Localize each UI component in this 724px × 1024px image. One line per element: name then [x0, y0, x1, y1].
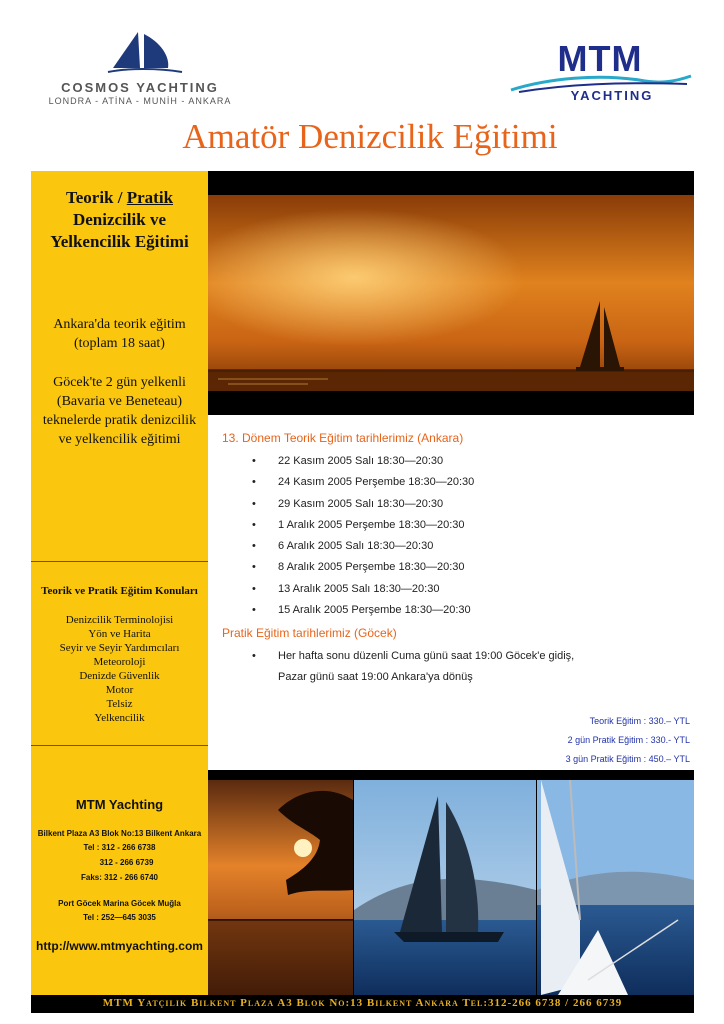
practice-dates-list — [252, 650, 574, 671]
price-theory: Teorik Eğitim : 330.– YTL — [589, 716, 690, 726]
topic-item: Yelkencilik — [94, 712, 145, 724]
heading-practice: Pratik — [126, 188, 174, 207]
page-title: Amatör Denizcilik Eğitimi — [182, 117, 558, 156]
practice-schedule-title: Pratik Eğitim tarihlerimiz (Göcek) — [222, 626, 397, 640]
company-address: Bilkent Plaza A3 Blok No:13 Bilkent Ankara — [37, 829, 202, 838]
date-item: • 29 Kasım 2005 Salı 18:30—20:30 — [252, 498, 474, 519]
sidebar-divider — [31, 561, 208, 562]
date-item: • 1 Aralık 2005 Perşembe 18:30—20:30 — [252, 519, 474, 540]
sidebar-divider — [31, 745, 208, 746]
mtm-yachting-logo — [505, 38, 695, 108]
heading-theory: Teorik / — [65, 188, 127, 207]
date-item: • 22 Kasım 2005 Salı 18:30—20:30 — [252, 455, 474, 476]
topic-item: Seyir ve Seyir Yardımcıları — [59, 642, 180, 654]
topics-list — [31, 613, 208, 725]
date-item: • 24 Kasım 2005 Perşembe 18:30—20:30 — [252, 476, 474, 497]
heading-line3: Yelkencilik Eğitimi — [50, 232, 189, 251]
topic-item: Meteoroloji — [93, 656, 146, 668]
topic-item: Denizcilik Terminolojisi — [65, 614, 174, 626]
mtm-logo-subtitle: YACHTING — [570, 88, 654, 103]
theory-description: Ankara'da teorik eğitim (toplam 18 saat) — [53, 317, 186, 351]
date-item: • 15 Aralık 2005 Perşembe 18:30—20:30 — [252, 604, 474, 625]
cosmos-brand-name: COSMOS YACHTING — [61, 80, 219, 95]
theory-dates-list — [252, 455, 474, 625]
mtm-logo-text: MTM — [557, 38, 643, 79]
practice-return: Pazar günü saat 19:00 Ankara'ya dönüş — [278, 671, 473, 683]
topic-item: Telsiz — [106, 698, 133, 710]
sunset-tree-photo — [208, 780, 353, 995]
sailboat-blue-photo — [354, 780, 536, 995]
price-practice-3day: 3 gün Pratik Eğitim : 450.– YTL — [565, 754, 690, 764]
marina-address: Port Göcek Marina Göcek Muğla — [58, 899, 181, 908]
theory-schedule-title: 13. Dönem Teorik Eğitim tarihlerimiz (Ankara) — [222, 431, 464, 445]
date-item: • 8 Aralık 2005 Perşembe 18:30—20:30 — [252, 561, 474, 582]
sailboat-bow-photo — [537, 780, 694, 995]
bottom-photo-strip — [208, 770, 694, 995]
footer-contact: MTM Yatçılık Bilkent Plaza A3 Blok No:13 Bilkent Ankara Tel:312-266 6738 / 266 6739 — [102, 997, 623, 1009]
footer-bar — [31, 995, 694, 1013]
price-practice-2day: 2 gün Pratik Eğitim : 330.- YTL — [567, 735, 690, 745]
practice-description: Göcek'te 2 gün yelkenli (Bavaria ve Beneteau) teknelerde pratik denizcilik ve yelkencilik eğitimi — [42, 375, 197, 447]
company-fax: Faks: 312 - 266 6740 — [81, 873, 158, 882]
topic-item: Yön ve Harita — [88, 628, 151, 640]
date-item: • 13 Aralık 2005 Salı 18:30—20:30 — [252, 583, 474, 604]
marina-tel: Tel : 252—645 3035 — [83, 913, 156, 922]
practice-item: • Her hafta sonu düzenli Cuma günü saat 19:00 Göcek'e gidiş, — [252, 650, 574, 671]
heading-line2: Denizcilik ve — [72, 210, 166, 229]
company-tel: Tel : 312 - 266 6738 — [83, 843, 156, 852]
topic-item: Motor — [105, 684, 134, 696]
cosmos-cities: LONDRA - ATİNA - MUNİH - ANKARA — [48, 96, 232, 106]
company-name: MTM Yachting — [75, 797, 164, 812]
cosmos-yachting-logo — [40, 28, 240, 112]
website-link[interactable]: http://www.mtmyachting.com — [36, 939, 203, 953]
topic-item: Denizde Güvenlik — [79, 670, 160, 682]
info-sidebar — [31, 171, 208, 995]
topics-title: Teorik ve Pratik Eğitim Konuları — [41, 585, 198, 597]
company-tel-2: 312 - 266 6739 — [99, 858, 154, 867]
sunset-sailboat-photo — [208, 171, 694, 415]
date-item: • 6 Aralık 2005 Salı 18:30—20:30 — [252, 540, 474, 561]
sailboat-logo-icon — [98, 28, 188, 78]
sidebar-heading — [31, 187, 208, 253]
